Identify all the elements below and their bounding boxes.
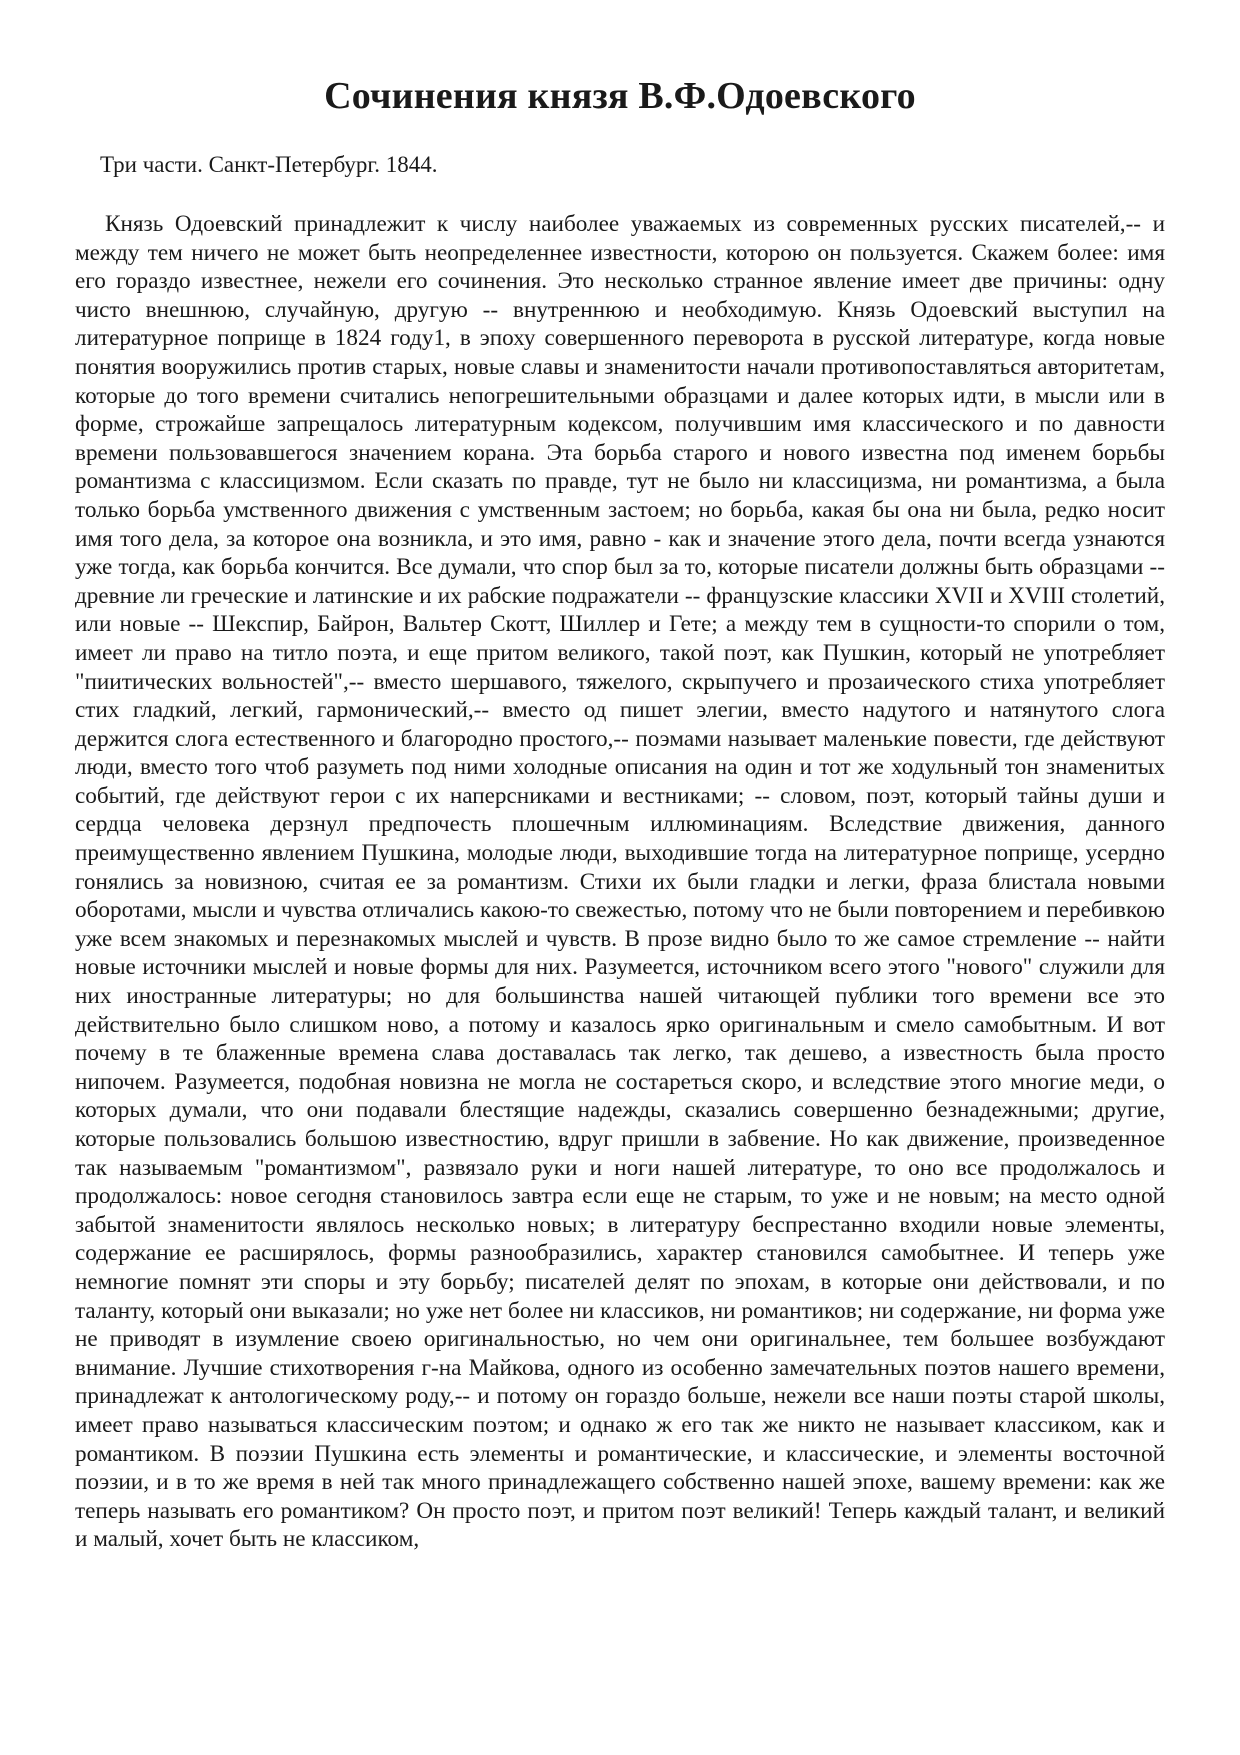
body-paragraph: Князь Одоевский принадлежит к числу наиболее уважаемых из современных русских писателей,-- и между тем ничего не может быть неопределеннее известности, которою он пользуется. Скажем более: имя его гораздо известнее, нежели его сочинения. Это несколько странное явление имеет две причины: одну чисто внешнюю, случайную, другую -- внутреннюю и необходимую. Князь Одоевский выступил на литературное поприще в 1824 году1, в эпоху совершенного переворота в русской литературе, когда новые понятия вооружились против старых, новые славы и знаменитости начали противопоставляться авторитетам, которые до того времени считались непогрешительными образцами и далее которых идти, в мысли или в форме, строжайше запрещалось литературным кодексом, получившим имя классического и по давности времени пользовавшегося значением корана. Эта борьба старого и нового известна под именем борьбы романтизма с классицизмом. Если сказать по правде, тут не было ни классицизма, ни романтизма, а была только борьба умственного движения с умственным застоем; но борьба, какая бы она ни была, редко носит имя того дела, за которое она возникла, и это имя, равно - как и значение этого дела, почти всегда узнаются уже тогда, как борьба кончится. Все думали, что спор был за то, которые писатели должны быть образцами -- древние ли греческие и латинские и их рабские подражатели -- французские классики XVII и XVIII столетий, или новые -- Шекспир, Байрон, Вальтер Скотт, Шиллер и Гете; а между тем в сущности-то спорили о том, имеет ли право на титло поэта, и еще притом великого, такой поэт, как Пушкин, который не употребляет "пиитических вольностей",-- вместо шершавого, тяжелого, скрыпучего и прозаического стиха употребляет стих гладкий, легкий, гармонический,-- вместо од пишет элегии, вместо надутого и натянутого слога держится слога естественного и благородно простого,-- поэмами называет маленькие повести, где действуют люди, вместо того чтоб разуметь под ними холодные описания на один и тот же ходульный тон знаменитых событий, где действуют герои с их наперсниками и вестниками; -- словом, поэт, который тайны души и сердца человека дерзнул предпочесть плошечным иллюминациям. Вследствие движения, данного преимущественно явлением Пушкина, молодые люди, выходившие тогда на литературное поприще, усердно гонялись за новизною, считая ее за романтизм. Стихи их были гладки и легки, фраза блистала новыми оборотами, мысли и чувства отличались какою-то свежестью, потому что не были повторением и перебивкою уже всем знакомых и перезнакомых мыслей и чувств. В прозе видно было то же самое стремление -- найти новые источники мыслей и новые формы для них. Разумеется, источником всего этого "нового" служили для них иностранные литературы; но для большинства нашей читающей публики того времени все это действительно было слишком ново, а потому и казалось ярко оригинальным и смело самобытным. И вот почему в те блаженные времена слава доставалась так легко, так дешево, а известность была просто нипочем. Разумеется, подобная новизна не могла не состареться скоро, и вследствие этого многие меди, о которых думали, что они подавали блестящие надежды, сказались совершенно безнадежными; другие, которые пользовались большою известностию, вдруг пришли в забвение. Но как движение, произведенное так называемым "романтизмом", развязало руки и ноги нашей литературе, то оно все продолжалось и продолжалось: новое сегодня становилось завтра если еще не старым, то уже и не новым; на место одной забытой знаменитости являлось несколько новых; в литературу беспрестанно входили новые элементы, содержание ее расширялось, формы разнообразились, характер становился самобытнее. И теперь уже немногие помнят эти споры и эту борьбу; писателей делят по эпохам, в которые они действовали, и по таланту, который они выказали; но уже нет более ни классиков, ни романтиков; ни содержание, ни форма уже не приводят в изумление своею оригинальностью, но чем они оригинальнее, тем большее возбуждают внимание. Лучшие стихотворения г-на Майкова, одного из особенно замечательных поэтов нашего времени, принадлежат к антологическому роду,-- и потому он гораздо больше, нежели все наши поэты старой школы, имеет право называться классическим поэтом; и однако ж его так же никто не называет классиком, как и романтиком. В поэзии Пушкина есть элементы и романтические, и классические, и элементы восточной поэзии, и в то же время в ней так много принадлежащего собственно нашей эпохе, вашему времени: как же теперь называть его романтиком? Он просто поэт, и притом поэт великий! Теперь каждый талант, и великий и малый, хочет быть не классиком, — [75, 211, 1165, 1553]
page-title: Сочинения князя В.Ф.Одоевского — [324, 75, 916, 117]
publication-info: Три части. Санкт-Петербург. 1844. — [100, 152, 438, 177]
